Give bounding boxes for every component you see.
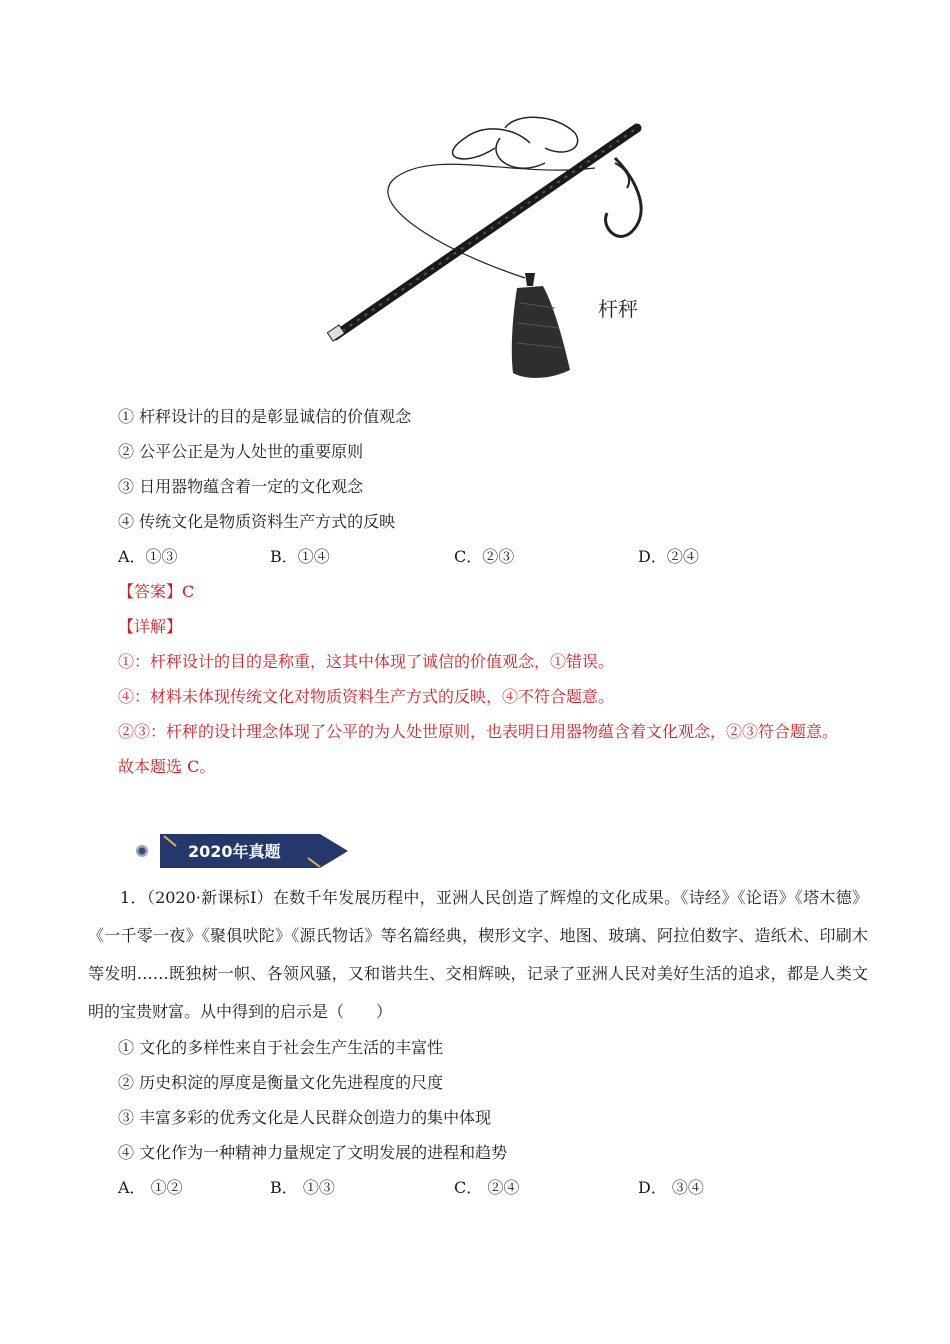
- q1-option-1: ① 文化的多样性来自于社会生产生活的丰富性: [118, 1038, 444, 1057]
- option-1: ① 杆秤设计的目的是彰显诚信的价值观念: [118, 407, 412, 426]
- answer: 【答案】C: [118, 582, 195, 601]
- detail-line: ①：杆秤设计的目的是称重，这其中体现了诚信的价值观念，①错误。: [118, 652, 615, 671]
- choice-d: D．②④: [638, 547, 699, 566]
- option-3: ③ 日用器物蕴含着一定的文化观念: [118, 477, 364, 496]
- section-title: 2020年真题: [188, 842, 281, 861]
- q1-choice-b: B． ①③: [270, 1178, 335, 1197]
- q1-option-3: ③ 丰富多彩的优秀文化是人民群众创造力的集中体现: [118, 1108, 492, 1127]
- question-stem: 1．（2020·新课标Ⅰ）在数千年发展历程中，亚洲人民创造了辉煌的文化成果。《诗经》《论语》《塔木德》《一千零一夜》《聚俱吠陀》《源氏物话》等名篇经典，楔形文字、地图、玻璃、阿拉伯数字、造纸术、印刷木等发明……既独树一帜、各领风骚，又和谐共生、交相辉映，记录了亚洲人民对美好生活的追求，都是人类文明的宝贵财富。从中得到的启示是（ ）: [88, 888, 868, 1021]
- detail-line: 故本题选 C。: [118, 757, 216, 776]
- detail-label: 【详解】: [118, 617, 183, 636]
- detail-line: ②③：杆秤的设计理念体现了公平的为人处世原则，也表明日用器物蕴含着文化观念，②③符合题意。: [118, 722, 839, 741]
- figure-label: 杆秤: [598, 297, 638, 321]
- q1-choice-d: D． ③④: [638, 1178, 704, 1197]
- q1-choice-c: C． ②④: [454, 1178, 520, 1197]
- option-2: ② 公平公正是为人处世的重要原则: [118, 442, 364, 461]
- steelyard-illustration: [315, 108, 660, 386]
- choice-b: B．①④: [270, 547, 330, 566]
- choice-c: C．②③: [454, 547, 515, 566]
- choice-a: A．①③: [118, 547, 178, 566]
- detail-line: ④：材料未体现传统文化对物质资料生产方式的反映，④不符合题意。: [118, 687, 615, 706]
- q1-choice-a: A． ①②: [118, 1178, 183, 1197]
- q1-option-2: ② 历史积淀的厚度是衡量文化先进程度的尺度: [118, 1073, 444, 1092]
- q1-option-4: ④ 文化作为一种精神力量规定了文明发展的进程和趋势: [118, 1143, 508, 1162]
- option-4: ④ 传统文化是物质资料生产方式的反映: [118, 512, 396, 531]
